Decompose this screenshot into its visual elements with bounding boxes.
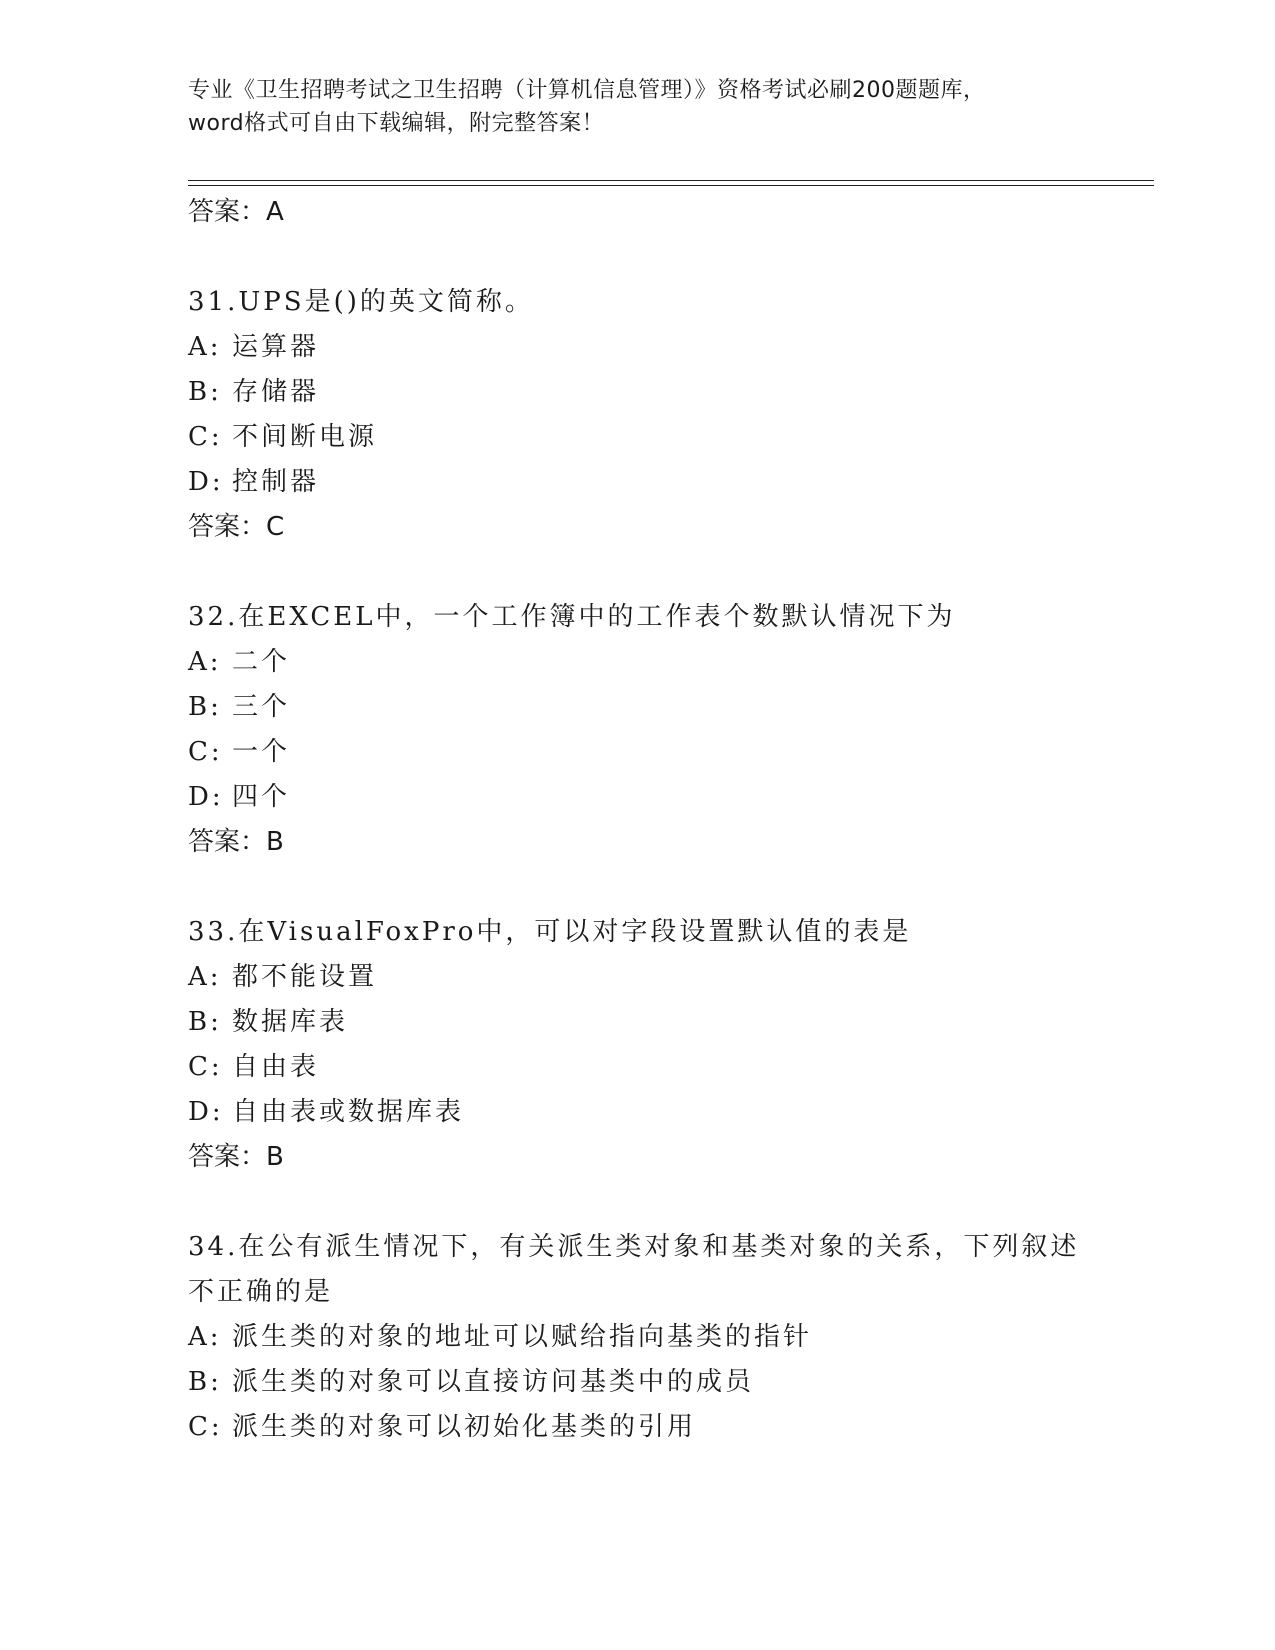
question-stem: 31.UPS是()的英文简称。 <box>188 287 534 317</box>
option-b <box>188 685 1108 730</box>
option-letter: C: <box>188 1412 223 1442</box>
option-text: 一个 <box>232 737 291 767</box>
question-34 <box>188 1225 1108 1450</box>
option-letter: D: <box>188 782 224 812</box>
option-letter: C: <box>188 737 223 767</box>
option-text: 控制器 <box>232 467 320 497</box>
header-line-2: word格式可自由下载编辑，附完整答案！ <box>188 111 605 136</box>
option-letter: B: <box>188 377 222 407</box>
answer-line: 答案：B <box>188 827 284 857</box>
option-letter: B: <box>188 692 222 722</box>
option-d <box>188 1090 1108 1135</box>
header-divider-bottom <box>188 185 1154 186</box>
question-32 <box>188 595 1108 864</box>
option-a <box>188 955 1108 1000</box>
option-letter: B: <box>188 1367 222 1397</box>
option-letter: A: <box>188 962 222 992</box>
document-header <box>188 74 1088 140</box>
option-text: 派生类的对象可以直接访问基类中的成员 <box>232 1367 755 1397</box>
option-text: 三个 <box>232 692 291 722</box>
option-d <box>188 775 1108 820</box>
option-text: 都不能设置 <box>232 962 378 992</box>
question-33 <box>188 910 1108 1179</box>
answer-line: 答案：A <box>188 197 284 227</box>
option-text: 自由表或数据库表 <box>232 1097 465 1127</box>
answer-line: 答案：B <box>188 1142 284 1172</box>
option-text: 数据库表 <box>232 1007 349 1037</box>
option-b <box>188 370 1108 415</box>
option-text: 二个 <box>232 647 291 677</box>
header-line-1: 专业《卫生招聘考试之卫生招聘（计算机信息管理）》资格考试必刷200题题库， <box>188 78 986 103</box>
option-letter: B: <box>188 1007 222 1037</box>
option-letter: A: <box>188 1322 222 1352</box>
option-letter: D: <box>188 467 224 497</box>
option-letter: D: <box>188 1097 224 1127</box>
header-divider-top <box>188 180 1154 181</box>
question-stem-line-2: 不正确的是 <box>188 1277 334 1307</box>
option-a <box>188 1315 1108 1360</box>
option-c <box>188 1405 1108 1450</box>
option-text: 自由表 <box>232 1052 320 1082</box>
option-b <box>188 1000 1108 1045</box>
option-letter: C: <box>188 422 223 452</box>
option-text: 派生类的对象的地址可以赋给指向基类的指针 <box>232 1322 813 1352</box>
option-text: 存储器 <box>232 377 320 407</box>
option-c <box>188 730 1108 775</box>
option-text: 不间断电源 <box>232 422 378 452</box>
option-text: 派生类的对象可以初始化基类的引用 <box>232 1412 697 1442</box>
answer-line: 答案：C <box>188 512 285 542</box>
option-text: 运算器 <box>232 332 320 362</box>
question-stem-line-1: 34.在公有派生情况下，有关派生类对象和基类对象的关系，下列叙述 <box>188 1232 1080 1262</box>
option-d <box>188 460 1108 505</box>
option-c <box>188 415 1108 460</box>
option-b <box>188 1360 1108 1405</box>
option-a <box>188 325 1108 370</box>
option-letter: A: <box>188 647 222 677</box>
option-a <box>188 640 1108 685</box>
option-letter: A: <box>188 332 222 362</box>
question-list <box>188 190 1108 1450</box>
question-stem: 32.在EXCEL中，一个工作簿中的工作表个数默认情况下为 <box>188 602 956 632</box>
option-letter: C: <box>188 1052 223 1082</box>
option-text: 四个 <box>232 782 291 812</box>
question-stem: 33.在VisualFoxPro中，可以对字段设置默认值的表是 <box>188 917 912 947</box>
option-c <box>188 1045 1108 1090</box>
question-31 <box>188 280 1108 549</box>
